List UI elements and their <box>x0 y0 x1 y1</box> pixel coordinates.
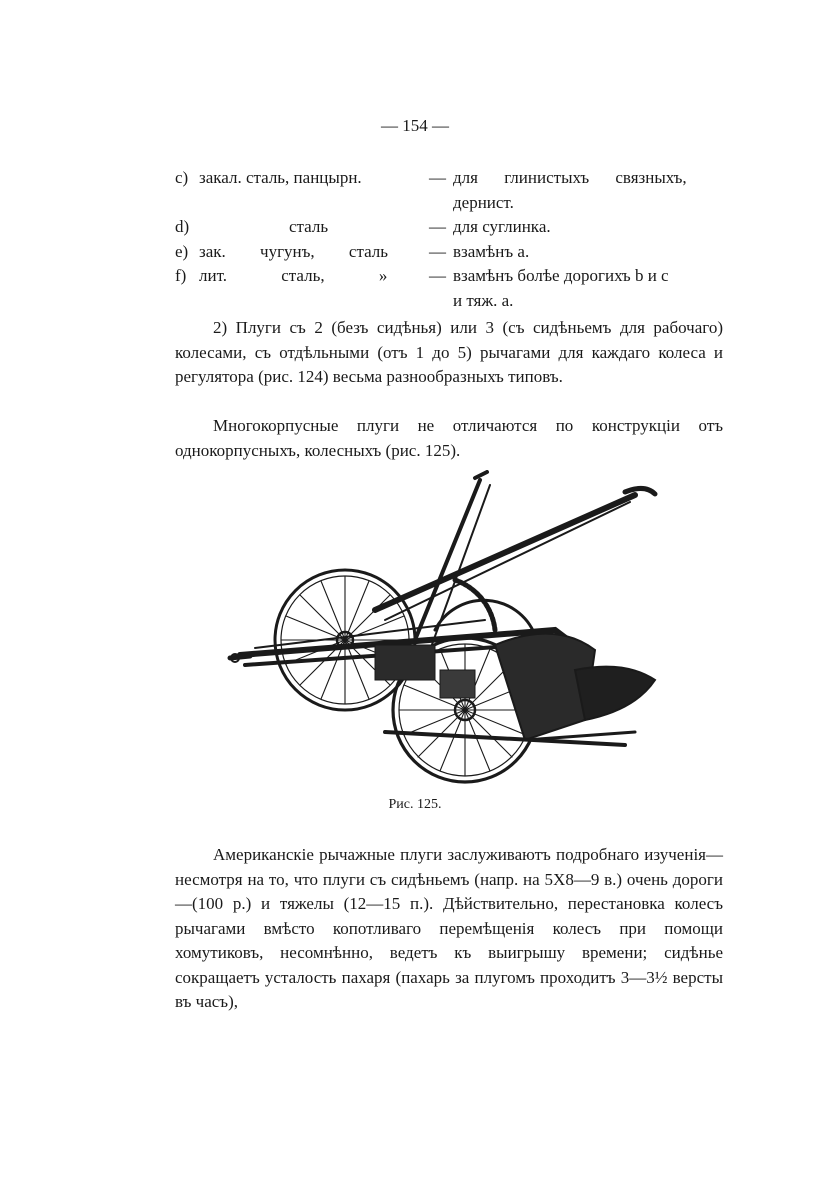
paragraph-text: 2) Плуги съ 2 (безъ сидѣнья) или 3 (съ сидѣньемъ для рабочаго) колесами, съ отдѣльными (отъ 1 до 5) рычагами для каждаго колеса и регулятора (рис. 124) весьма разнообразныхъ типовъ. <box>175 318 723 386</box>
row-use: для глинистыхъ связныхъ, <box>453 168 687 187</box>
table-row <box>175 264 735 289</box>
paragraph <box>175 414 723 463</box>
row-letter: e) <box>175 241 189 261</box>
row-dash: — <box>429 217 446 236</box>
table-row <box>175 191 735 216</box>
row-letter: c) <box>175 168 189 187</box>
row-dash: — <box>429 168 446 187</box>
row-letter: f) <box>175 266 187 285</box>
row-material: закал. сталь, панцырн. <box>199 168 362 187</box>
row-use: для суглинка. <box>453 217 551 236</box>
table-row <box>175 240 735 265</box>
paragraph-text: Американскіе рычажные плуги заслуживаютъ подробнаго изученія—несмотря на то, что плуги съ сидѣньемъ (напр. на 5Х8—9 в.) очень дороги—(100 р.) и тяжелы (12—15 п.). Дѣйствительно, перестановка колесъ рычагами вмѣсто копотливаго перемѣщенія колесъ при помощи хомутиковъ, несомнѣнно, ведетъ къ выигрышу времени; сидѣнье сокращаетъ усталость пахаря (пахарь за плугомъ проходитъ 3—3½ версты въ часъ), <box>175 845 723 1011</box>
row-dash: — <box>429 266 446 285</box>
page-number: — 154 — <box>381 116 449 135</box>
table-row <box>175 289 735 314</box>
table-row <box>175 215 735 240</box>
row-material: лит. сталь, » <box>199 266 388 285</box>
row-use: и тяж. а. <box>453 290 514 310</box>
plow-illustration <box>225 470 665 790</box>
row-dash: — <box>429 241 446 261</box>
paragraph-text: Многокорпусные плуги не отличаются по конструкціи отъ однокорпусныхъ, колесныхъ (рис. 125). <box>175 416 723 460</box>
paragraph <box>175 843 723 1015</box>
paragraph <box>175 316 723 390</box>
row-use: дернист. <box>453 192 514 212</box>
table-row <box>175 166 735 191</box>
row-use: взамѣнъ а. <box>453 241 530 261</box>
row-material: зак. чугунъ, сталь <box>199 241 389 261</box>
row-material: сталь <box>289 217 329 236</box>
figure-caption: Рис. 125. <box>388 797 442 812</box>
row-use: взамѣнъ болѣе дорогихъ b и с <box>453 266 669 285</box>
row-letter: d) <box>175 217 190 236</box>
materials-table <box>175 166 735 313</box>
